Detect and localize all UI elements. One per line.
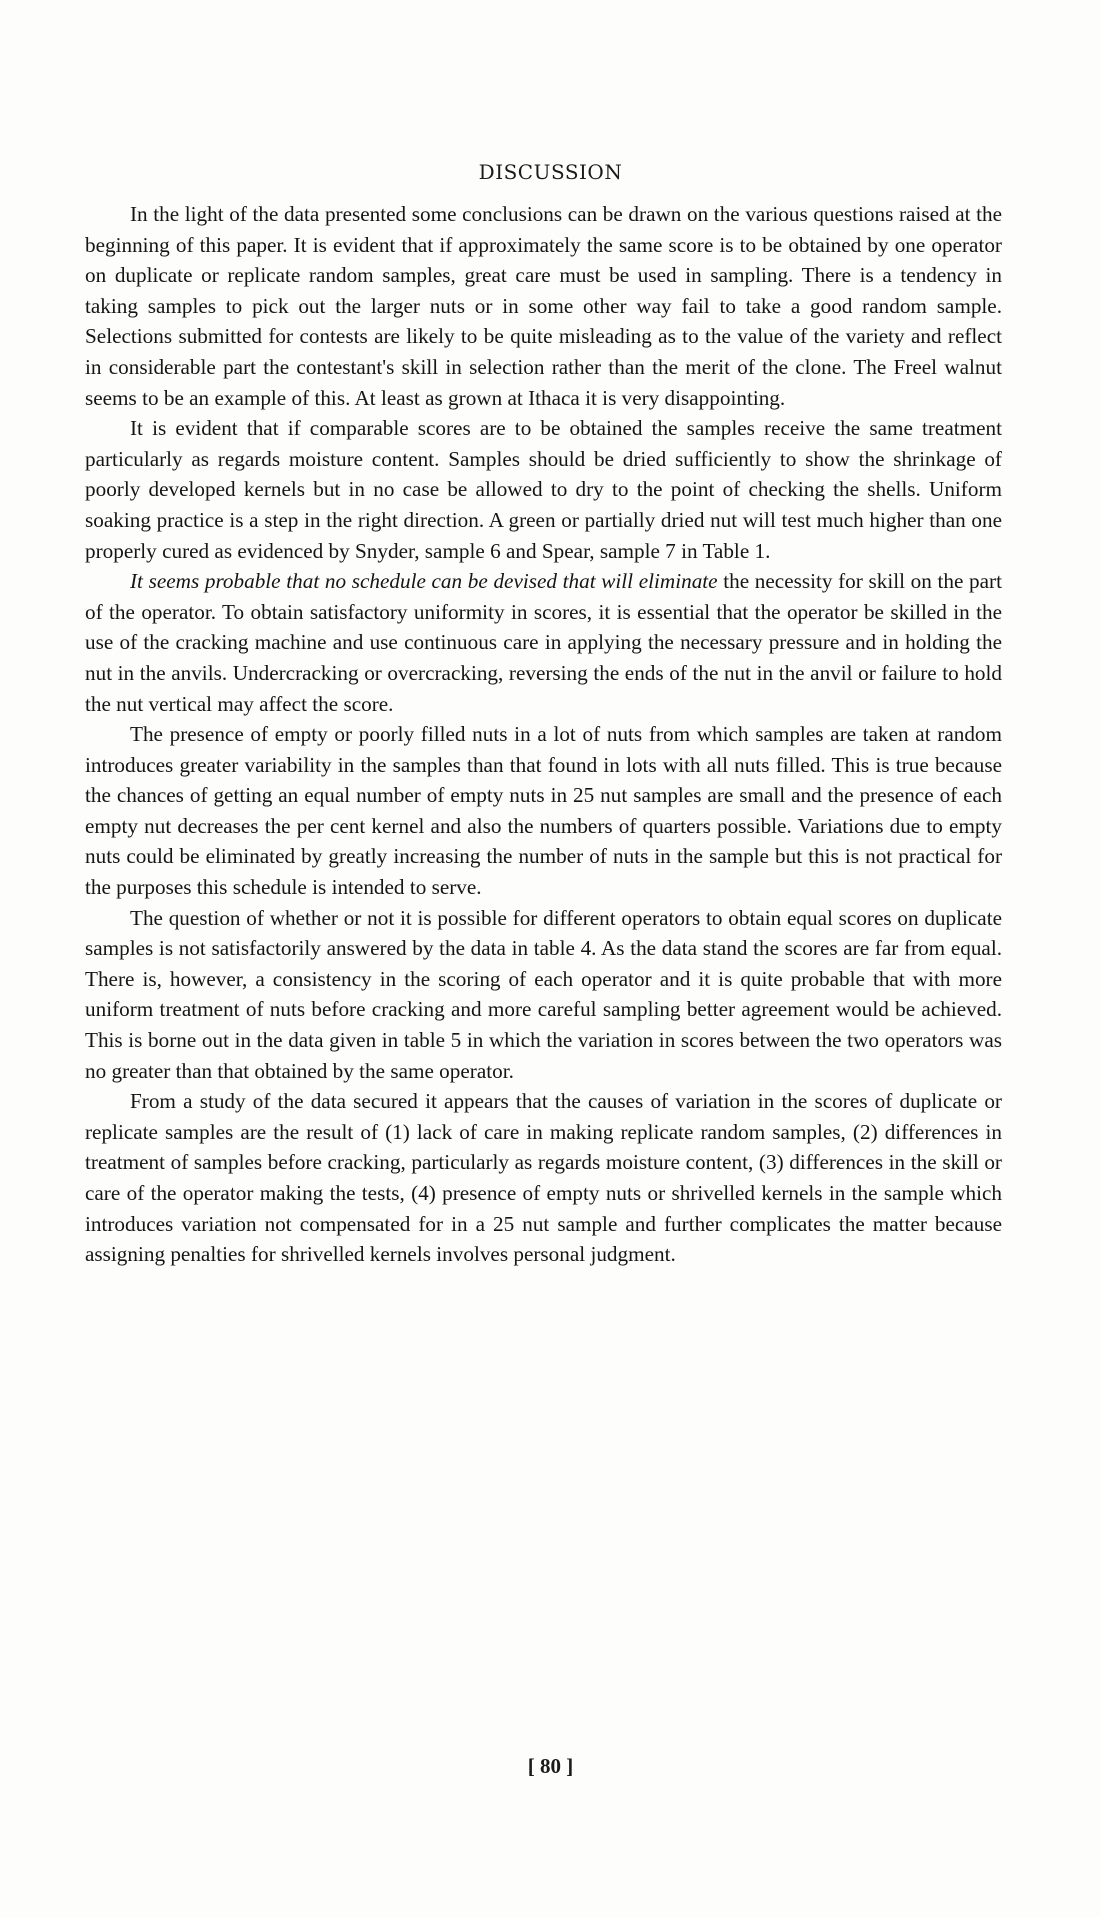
paragraph-4: The presence of empty or poorly filled nuts in a lot of nuts from which samples are taken at random introduces greater variability in the samples than that found in lots with all nuts filled. This is true because the chances of getting an equal number of empty nuts in 25 nut samples are small and the presence of each empty nut decreases the per cent kernel and also the numbers of quarters possible. Variations due to empty nuts could be eliminated by greatly increasing the number of nuts in the sample but this is not practical for the purposes this schedule is intended to serve. xyxy=(85,722,1002,900)
paragraph-5: The question of whether or not it is possible for different operators to obtain equal scores on duplicate samples is not satisfactorily answered by the data in table 4. As the data stand the scores are far from equal. There is, however, a consistency in the scoring of each operator and it is quite probable that with more uniform treatment of nuts before cracking and more careful sampling better agreement would be achieved. This is borne out in the data given in table 5 in which the variation in scores between the two operators was no greater than that obtained by the same operator. xyxy=(85,905,1002,1083)
body-text xyxy=(85,199,1002,1270)
paragraph-3 xyxy=(85,566,1002,719)
paragraph-3-italic-lead: It seems probable that no schedule can be devised that will eliminate xyxy=(130,569,718,594)
paragraph-1: In the light of the data presented some conclusions can be drawn on the various questions raised at the beginning of this paper. It is evident that if approximately the same score is to be obtained by one operator on duplicate or replicate random samples, great care must be used in sampling. There is a tendency in taking samples to pick out the larger nuts or in some other way fail to take a good random sample. Selections submitted for contests are likely to be quite misleading as to the value of the variety and reflect in considerable part the contestant's skill in selection rather than the merit of the clone. The Freel walnut seems to be an example of this. At least as grown at Ithaca it is very disappointing. xyxy=(85,202,1002,410)
paragraph-6: From a study of the data secured it appears that the causes of variation in the scores of duplicate or replicate samples are the result of (1) lack of care in making replicate random samples, (2) differences in treatment of samples before cracking, particularly as regards moisture content, (3) differences in the skill or care of the operator making the tests, (4) presence of empty nuts or shrivelled kernels in the sample which introduces variation not compensated for in a 25 nut sample and further complicates the matter because assigning penalties for shrivelled kernels involves personal judgment. xyxy=(85,1089,1002,1267)
section-heading: DISCUSSION xyxy=(478,160,623,184)
page-number: [ 80 ] xyxy=(527,1754,574,1778)
paragraph-3-rest: the necessity for skill on the part of the operator. To obtain satisfactory uniformity in scores, it is essential that the operator be skilled in the use of the cracking machine and use continuous care in applying the necessary pressure and in holding the nut in the anvils. Undercracking or overcracking, reversing the ends of the nut in the anvil or failure to hold the nut vertical may affect the score. xyxy=(85,569,1003,716)
paragraph-2: It is evident that if comparable scores are to be obtained the samples receive the same treatment particularly as regards moisture content. Samples should be dried sufficiently to show the shrinkage of poorly developed kernels but in no case be allowed to dry to the point of checking the shells. Uniform soaking practice is a step in the right direction. A green or partially dried nut will test much higher than one properly cured as evidenced by Snyder, sample 6 and Spear, sample 7 in Table 1. xyxy=(85,416,1002,563)
